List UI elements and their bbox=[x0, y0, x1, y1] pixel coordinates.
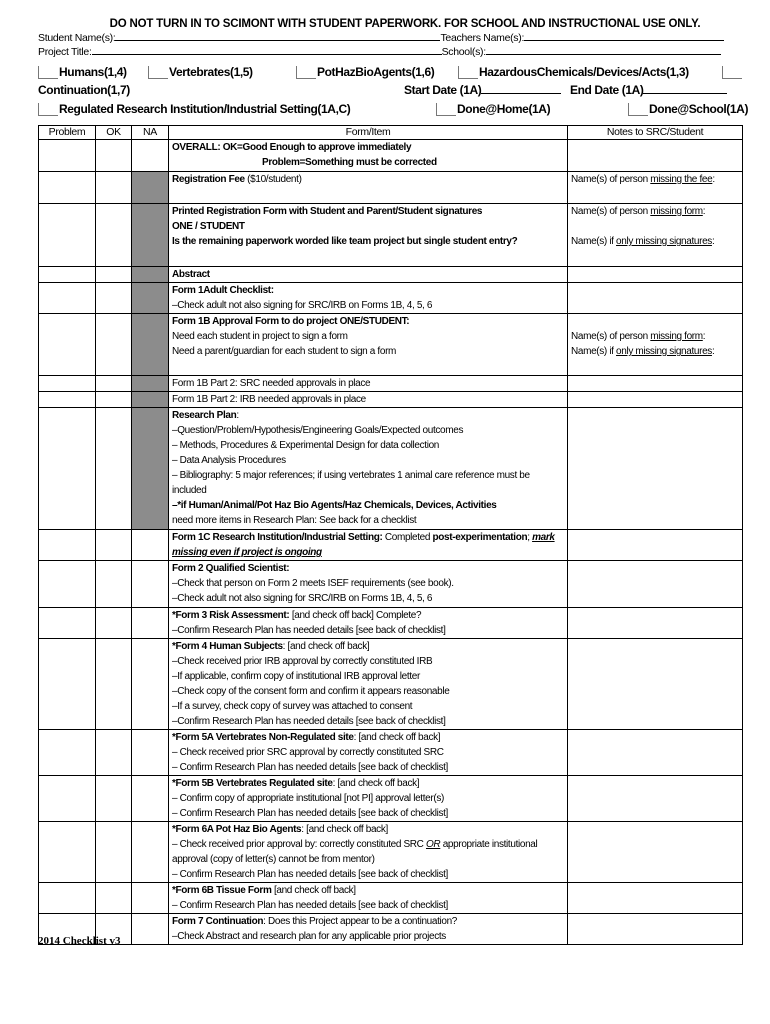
form2-line: –Check that person on Form 2 meets ISEF requirements (see book). bbox=[172, 578, 454, 589]
table-row bbox=[39, 730, 743, 776]
note-text: Name(s) of person bbox=[571, 206, 651, 217]
form5a-title: *Form 5A Vertebrates Non-Regulated site bbox=[172, 732, 354, 743]
student-names-field[interactable] bbox=[115, 30, 440, 41]
start-date-field[interactable] bbox=[481, 83, 561, 94]
ok-cell[interactable] bbox=[96, 204, 132, 267]
ok-cell[interactable] bbox=[96, 822, 132, 883]
table-row bbox=[39, 608, 743, 639]
note-text: Name(s) if bbox=[571, 236, 617, 247]
form5b-line: – Confirm copy of appropriate institutional [not PI] approval letter(s) bbox=[172, 793, 444, 804]
vertebrates-checkbox[interactable] bbox=[148, 66, 168, 79]
table-row bbox=[39, 314, 743, 376]
na-cell[interactable] bbox=[132, 140, 169, 172]
form-item-cell bbox=[169, 608, 568, 639]
na-cell-shaded bbox=[132, 408, 169, 530]
student-teacher-line bbox=[38, 30, 742, 44]
research-plan-line: – Bibliography: 5 major references; if using vertebrates 1 animal care reference must be included bbox=[172, 470, 530, 496]
fee-label: Registration Fee bbox=[172, 174, 245, 185]
problem-cell[interactable] bbox=[39, 283, 96, 314]
form-item-cell bbox=[169, 408, 568, 530]
form3-line: –Confirm Research Plan has needed details [see back of checklist] bbox=[172, 625, 446, 636]
form7-title: Form 7 Continuation bbox=[172, 916, 264, 927]
ok-cell[interactable] bbox=[96, 883, 132, 914]
research-plan-line: –*if Human/Animal/Pot Haz Bio Agents/Haz Chemicals, Devices, Activities bbox=[172, 500, 497, 511]
printed-form-title: Printed Registration Form with Student and Parent/Student signatures bbox=[172, 206, 483, 217]
form6b-text: [and check off back] bbox=[271, 885, 356, 896]
project-title-label: Project Title: bbox=[38, 46, 92, 58]
form4-line: –Confirm Research Plan has needed details [see back of checklist] bbox=[172, 716, 446, 727]
na-cell-shaded bbox=[132, 172, 169, 204]
project-title-field[interactable] bbox=[92, 44, 442, 55]
na-cell[interactable] bbox=[132, 608, 169, 639]
vertebrates-label: Vertebrates(1,5) bbox=[169, 65, 253, 79]
na-cell-shaded bbox=[132, 376, 169, 392]
table-row bbox=[39, 267, 743, 283]
note-text: : bbox=[702, 331, 706, 342]
school-field[interactable] bbox=[486, 44, 721, 55]
form6a-or: OR bbox=[425, 839, 441, 850]
done-school-checkbox[interactable] bbox=[628, 103, 648, 116]
form4-line: –Check received prior IRB approval by correctly constituted IRB bbox=[172, 656, 433, 667]
problem-cell[interactable] bbox=[39, 530, 96, 561]
form-item-cell bbox=[169, 776, 568, 822]
notes-cell[interactable] bbox=[568, 392, 743, 408]
notes-cell[interactable] bbox=[568, 267, 743, 283]
form7-text: : Does this Project appear to be a continuation? bbox=[263, 916, 458, 927]
ok-cell[interactable] bbox=[96, 392, 132, 408]
research-plan-line: – Data Analysis Procedures bbox=[172, 455, 286, 466]
form-item-cell bbox=[169, 283, 568, 314]
notes-cell[interactable] bbox=[568, 172, 743, 204]
notes-cell[interactable] bbox=[568, 914, 743, 945]
page-title: DO NOT TURN IN TO SCIMONT WITH STUDENT PAPERWORK. FOR SCHOOL AND INSTRUCTIONAL USE ONLY. bbox=[109, 18, 701, 30]
form-item-cell bbox=[169, 140, 568, 172]
problem-cell[interactable] bbox=[39, 204, 96, 267]
notes-cell[interactable] bbox=[568, 204, 743, 267]
form5a-line: – Confirm Research Plan has needed details [see back of checklist] bbox=[172, 762, 448, 773]
problem-cell[interactable] bbox=[39, 639, 96, 730]
problem-cell[interactable] bbox=[39, 408, 96, 530]
problem-cell[interactable] bbox=[39, 822, 96, 883]
form-item-cell bbox=[169, 730, 568, 776]
continuation-checkbox[interactable] bbox=[722, 66, 742, 79]
na-header: NA bbox=[132, 126, 169, 140]
note-underlined: only missing signatures bbox=[616, 236, 712, 247]
form-item-cell bbox=[169, 822, 568, 883]
end-date-field[interactable] bbox=[643, 83, 727, 94]
notes-cell[interactable] bbox=[568, 883, 743, 914]
form-item-cell: Form 1B Part 2: IRB needed approvals in place bbox=[169, 392, 568, 408]
start-date-label: Start Date (1A) bbox=[404, 83, 482, 97]
form-item-cell bbox=[169, 530, 568, 561]
research-plan-line: – Methods, Procedures & Experimental Design for data collection bbox=[172, 440, 439, 451]
form1b-line: Need a parent/guardian for each student to sign a form bbox=[172, 346, 397, 357]
table-row bbox=[39, 408, 743, 530]
note-text: Name(s) of person bbox=[571, 331, 651, 342]
form6a-text: : [and check off back] bbox=[301, 824, 388, 835]
hazchem-label: HazardousChemicals/Devices/Acts(1,3) bbox=[479, 65, 689, 79]
note-text: : bbox=[711, 346, 715, 357]
na-cell[interactable] bbox=[132, 822, 169, 883]
notes-cell[interactable] bbox=[568, 608, 743, 639]
na-cell[interactable] bbox=[132, 730, 169, 776]
na-cell[interactable] bbox=[132, 776, 169, 822]
category-checkbox-row bbox=[38, 63, 742, 81]
printed-form-question: Is the remaining paperwork worded like team project but single student entry? bbox=[172, 236, 518, 247]
form7-line: –Check Abstract and research plan for any applicable prior projects bbox=[172, 931, 446, 942]
table-row bbox=[39, 172, 743, 204]
form6a-title: *Form 6A Pot Haz Bio Agents bbox=[172, 824, 302, 835]
form-item-cell bbox=[169, 914, 568, 945]
ok-cell[interactable] bbox=[96, 140, 132, 172]
form-item-header: Form/Item bbox=[169, 126, 568, 140]
ok-header: OK bbox=[96, 126, 132, 140]
problem-cell[interactable] bbox=[39, 883, 96, 914]
ok-cell[interactable] bbox=[96, 283, 132, 314]
problem-cell[interactable] bbox=[39, 172, 96, 204]
table-row bbox=[39, 283, 743, 314]
done-school-label: Done@School(1A) bbox=[649, 102, 749, 116]
ok-cell[interactable] bbox=[96, 408, 132, 530]
note-underlined: only missing signatures bbox=[616, 346, 712, 357]
note-text: : bbox=[711, 236, 715, 247]
form4-line: –If applicable, confirm copy of institutional IRB approval letter bbox=[172, 671, 420, 682]
form5b-title: *Form 5B Vertebrates Regulated site bbox=[172, 778, 333, 789]
problem-cell[interactable] bbox=[39, 730, 96, 776]
form1-title: Form 1Adult Checklist: bbox=[172, 285, 274, 296]
table-row bbox=[39, 776, 743, 822]
school-label: School(s): bbox=[441, 46, 486, 58]
form1c-emphasis: mark missing even if project is ongoing bbox=[172, 532, 555, 558]
form-item-cell bbox=[169, 561, 568, 608]
form1c-title: Form 1C Research Institution/Industrial Setting: bbox=[172, 532, 383, 543]
form1b-line: Need each student in project to sign a form bbox=[172, 331, 348, 342]
na-cell-shaded bbox=[132, 392, 169, 408]
continuation-label: Continuation(1,7) bbox=[38, 83, 130, 97]
ok-cell[interactable] bbox=[96, 267, 132, 283]
setting-checkbox-row bbox=[38, 100, 749, 117]
notes-cell[interactable] bbox=[568, 822, 743, 883]
na-cell[interactable] bbox=[132, 561, 169, 608]
abstract-cell: Abstract bbox=[169, 267, 568, 283]
na-cell[interactable] bbox=[132, 914, 169, 945]
note-underlined: missing form bbox=[650, 331, 703, 342]
form6a-line: – Check received prior approval by: correctly constituted SRC bbox=[172, 839, 426, 850]
form-item-cell bbox=[169, 314, 568, 376]
form4-line: –Check copy of the consent form and confirm it appears reasonable bbox=[172, 686, 450, 697]
table-row bbox=[39, 914, 743, 945]
research-plan-line: –Question/Problem/Hypothesis/Engineering Goals/Expected outcomes bbox=[172, 425, 464, 436]
problem-cell[interactable] bbox=[39, 561, 96, 608]
research-plan-title: Research Plan bbox=[172, 410, 237, 421]
problem-header: Problem bbox=[39, 126, 96, 140]
form-item-cell bbox=[169, 204, 568, 267]
form1c-text: Completed bbox=[382, 532, 433, 543]
na-cell-shaded bbox=[132, 267, 169, 283]
problem-cell[interactable] bbox=[39, 314, 96, 376]
ok-cell[interactable] bbox=[96, 608, 132, 639]
notes-cell[interactable] bbox=[568, 730, 743, 776]
ok-cell[interactable] bbox=[96, 730, 132, 776]
ok-cell[interactable] bbox=[96, 376, 132, 392]
notes-cell[interactable] bbox=[568, 639, 743, 730]
note-underlined: missing form bbox=[650, 206, 703, 217]
form4-title: *Form 4 Human Subjects bbox=[172, 641, 283, 652]
notes-cell[interactable] bbox=[568, 283, 743, 314]
table-row bbox=[39, 639, 743, 730]
notes-cell[interactable] bbox=[568, 314, 743, 376]
form6a-line: – Confirm Research Plan has needed details [see back of checklist] bbox=[172, 869, 448, 880]
form1b-title: Form 1B Approval Form to do project ONE/STUDENT: bbox=[172, 316, 410, 327]
overall-line-2: Problem=Something must be corrected bbox=[262, 157, 437, 168]
form5b-line: – Confirm Research Plan has needed details [see back of checklist] bbox=[172, 808, 448, 819]
form4-text: : [and check off back] bbox=[282, 641, 370, 652]
form3-title: *Form 3 Risk Assessment: bbox=[172, 610, 290, 621]
problem-cell[interactable] bbox=[39, 392, 96, 408]
note-underlined: missing the fee bbox=[650, 174, 713, 185]
note-text: : bbox=[712, 174, 715, 185]
hazchem-checkbox[interactable] bbox=[458, 66, 478, 79]
ok-cell[interactable] bbox=[96, 639, 132, 730]
ok-cell[interactable] bbox=[96, 172, 132, 204]
ok-cell[interactable] bbox=[96, 561, 132, 608]
na-cell-shaded bbox=[132, 314, 169, 376]
pothaz-checkbox[interactable] bbox=[296, 66, 316, 79]
humans-label: Humans(1,4) bbox=[59, 65, 127, 79]
notes-cell[interactable] bbox=[568, 408, 743, 530]
na-cell-shaded bbox=[132, 283, 169, 314]
form2-line: –Check adult not also signing for SRC/IRB on Forms 1B, 4, 5, 6 bbox=[172, 593, 433, 604]
form-item-cell bbox=[169, 883, 568, 914]
end-date-label: End Date (1A) bbox=[570, 83, 644, 97]
table-row bbox=[39, 530, 743, 561]
student-names-label: Student Name(s): bbox=[38, 32, 116, 44]
footer-version: 2014 Checklist v3 bbox=[38, 935, 121, 947]
continuation-dates-row bbox=[38, 81, 742, 98]
form6b-line: – Confirm Research Plan has needed details [see back of checklist] bbox=[172, 900, 448, 911]
notes-cell[interactable] bbox=[568, 530, 743, 561]
ok-cell[interactable] bbox=[96, 314, 132, 376]
form5a-text: : [and check off back] bbox=[353, 732, 441, 743]
regulated-label: Regulated Research Institution/Industrial Setting(1A,C) bbox=[59, 102, 351, 116]
project-school-line bbox=[38, 44, 742, 58]
table-row bbox=[39, 392, 743, 408]
printed-form-line: ONE / STUDENT bbox=[172, 221, 245, 232]
form5a-line: – Check received prior SRC approval by correctly constituted SRC bbox=[172, 747, 444, 758]
note-text: Name(s) if bbox=[571, 346, 617, 357]
table-row bbox=[39, 822, 743, 883]
form-item-cell: Form 1B Part 2: SRC needed approvals in place bbox=[169, 376, 568, 392]
form1-line: –Check adult not also signing for SRC/IRB on Forms 1B, 4, 5, 6 bbox=[172, 300, 433, 311]
regulated-checkbox[interactable] bbox=[38, 103, 58, 116]
notes-cell[interactable] bbox=[568, 140, 743, 172]
ok-cell[interactable] bbox=[96, 776, 132, 822]
problem-cell[interactable] bbox=[39, 608, 96, 639]
notes-cell[interactable] bbox=[568, 561, 743, 608]
notes-header: Notes to SRC/Student bbox=[568, 126, 743, 140]
problem-cell[interactable] bbox=[39, 776, 96, 822]
form4-line: –If a survey, check copy of survey was attached to consent bbox=[172, 701, 413, 712]
form2-title: Form 2 Qualified Scientist: bbox=[172, 563, 290, 574]
problem-cell[interactable] bbox=[39, 267, 96, 283]
teachers-name-label: Teachers Name(s): bbox=[440, 32, 525, 44]
problem-cell[interactable] bbox=[39, 140, 96, 172]
research-plan-colon: : bbox=[236, 410, 239, 421]
done-home-label: Done@Home(1A) bbox=[457, 102, 551, 116]
note-text: : bbox=[702, 206, 706, 217]
pothaz-label: PotHazBioAgents(1,6) bbox=[317, 65, 435, 79]
table-row bbox=[39, 204, 743, 267]
form6a-line: appropriate institutional approval (copy of letter(s) cannot be from mentor) bbox=[172, 839, 538, 865]
form3-text: [and check off back] Complete? bbox=[289, 610, 422, 621]
table-row bbox=[39, 561, 743, 608]
table-row bbox=[39, 883, 743, 914]
table-header-row bbox=[39, 126, 743, 140]
teachers-name-field[interactable] bbox=[524, 30, 724, 41]
na-cell[interactable] bbox=[132, 883, 169, 914]
form-item-cell bbox=[169, 639, 568, 730]
done-home-checkbox[interactable] bbox=[436, 103, 456, 116]
ok-cell[interactable] bbox=[96, 530, 132, 561]
na-cell-shaded bbox=[132, 204, 169, 267]
checklist-table bbox=[38, 125, 743, 945]
research-plan-line: need more items in Research Plan: See back for a checklist bbox=[172, 515, 417, 526]
notes-cell[interactable] bbox=[568, 776, 743, 822]
na-cell[interactable] bbox=[132, 530, 169, 561]
form6b-title: *Form 6B Tissue Form bbox=[172, 885, 272, 896]
form1c-bold: post-experimentation bbox=[432, 532, 528, 543]
notes-cell[interactable] bbox=[568, 376, 743, 392]
table-row bbox=[39, 140, 743, 172]
note-text: Name(s) of person bbox=[571, 174, 651, 185]
form5b-text: : [and check off back] bbox=[332, 778, 420, 789]
form-item-cell bbox=[169, 172, 568, 204]
na-cell[interactable] bbox=[132, 639, 169, 730]
overall-line: OVERALL: OK=Good Enough to approve immediately bbox=[172, 142, 412, 153]
humans-checkbox[interactable] bbox=[38, 66, 58, 79]
fee-amount: ($10/student) bbox=[244, 174, 302, 185]
form1c-text: ; bbox=[527, 532, 533, 543]
problem-cell[interactable] bbox=[39, 376, 96, 392]
table-row bbox=[39, 376, 743, 392]
